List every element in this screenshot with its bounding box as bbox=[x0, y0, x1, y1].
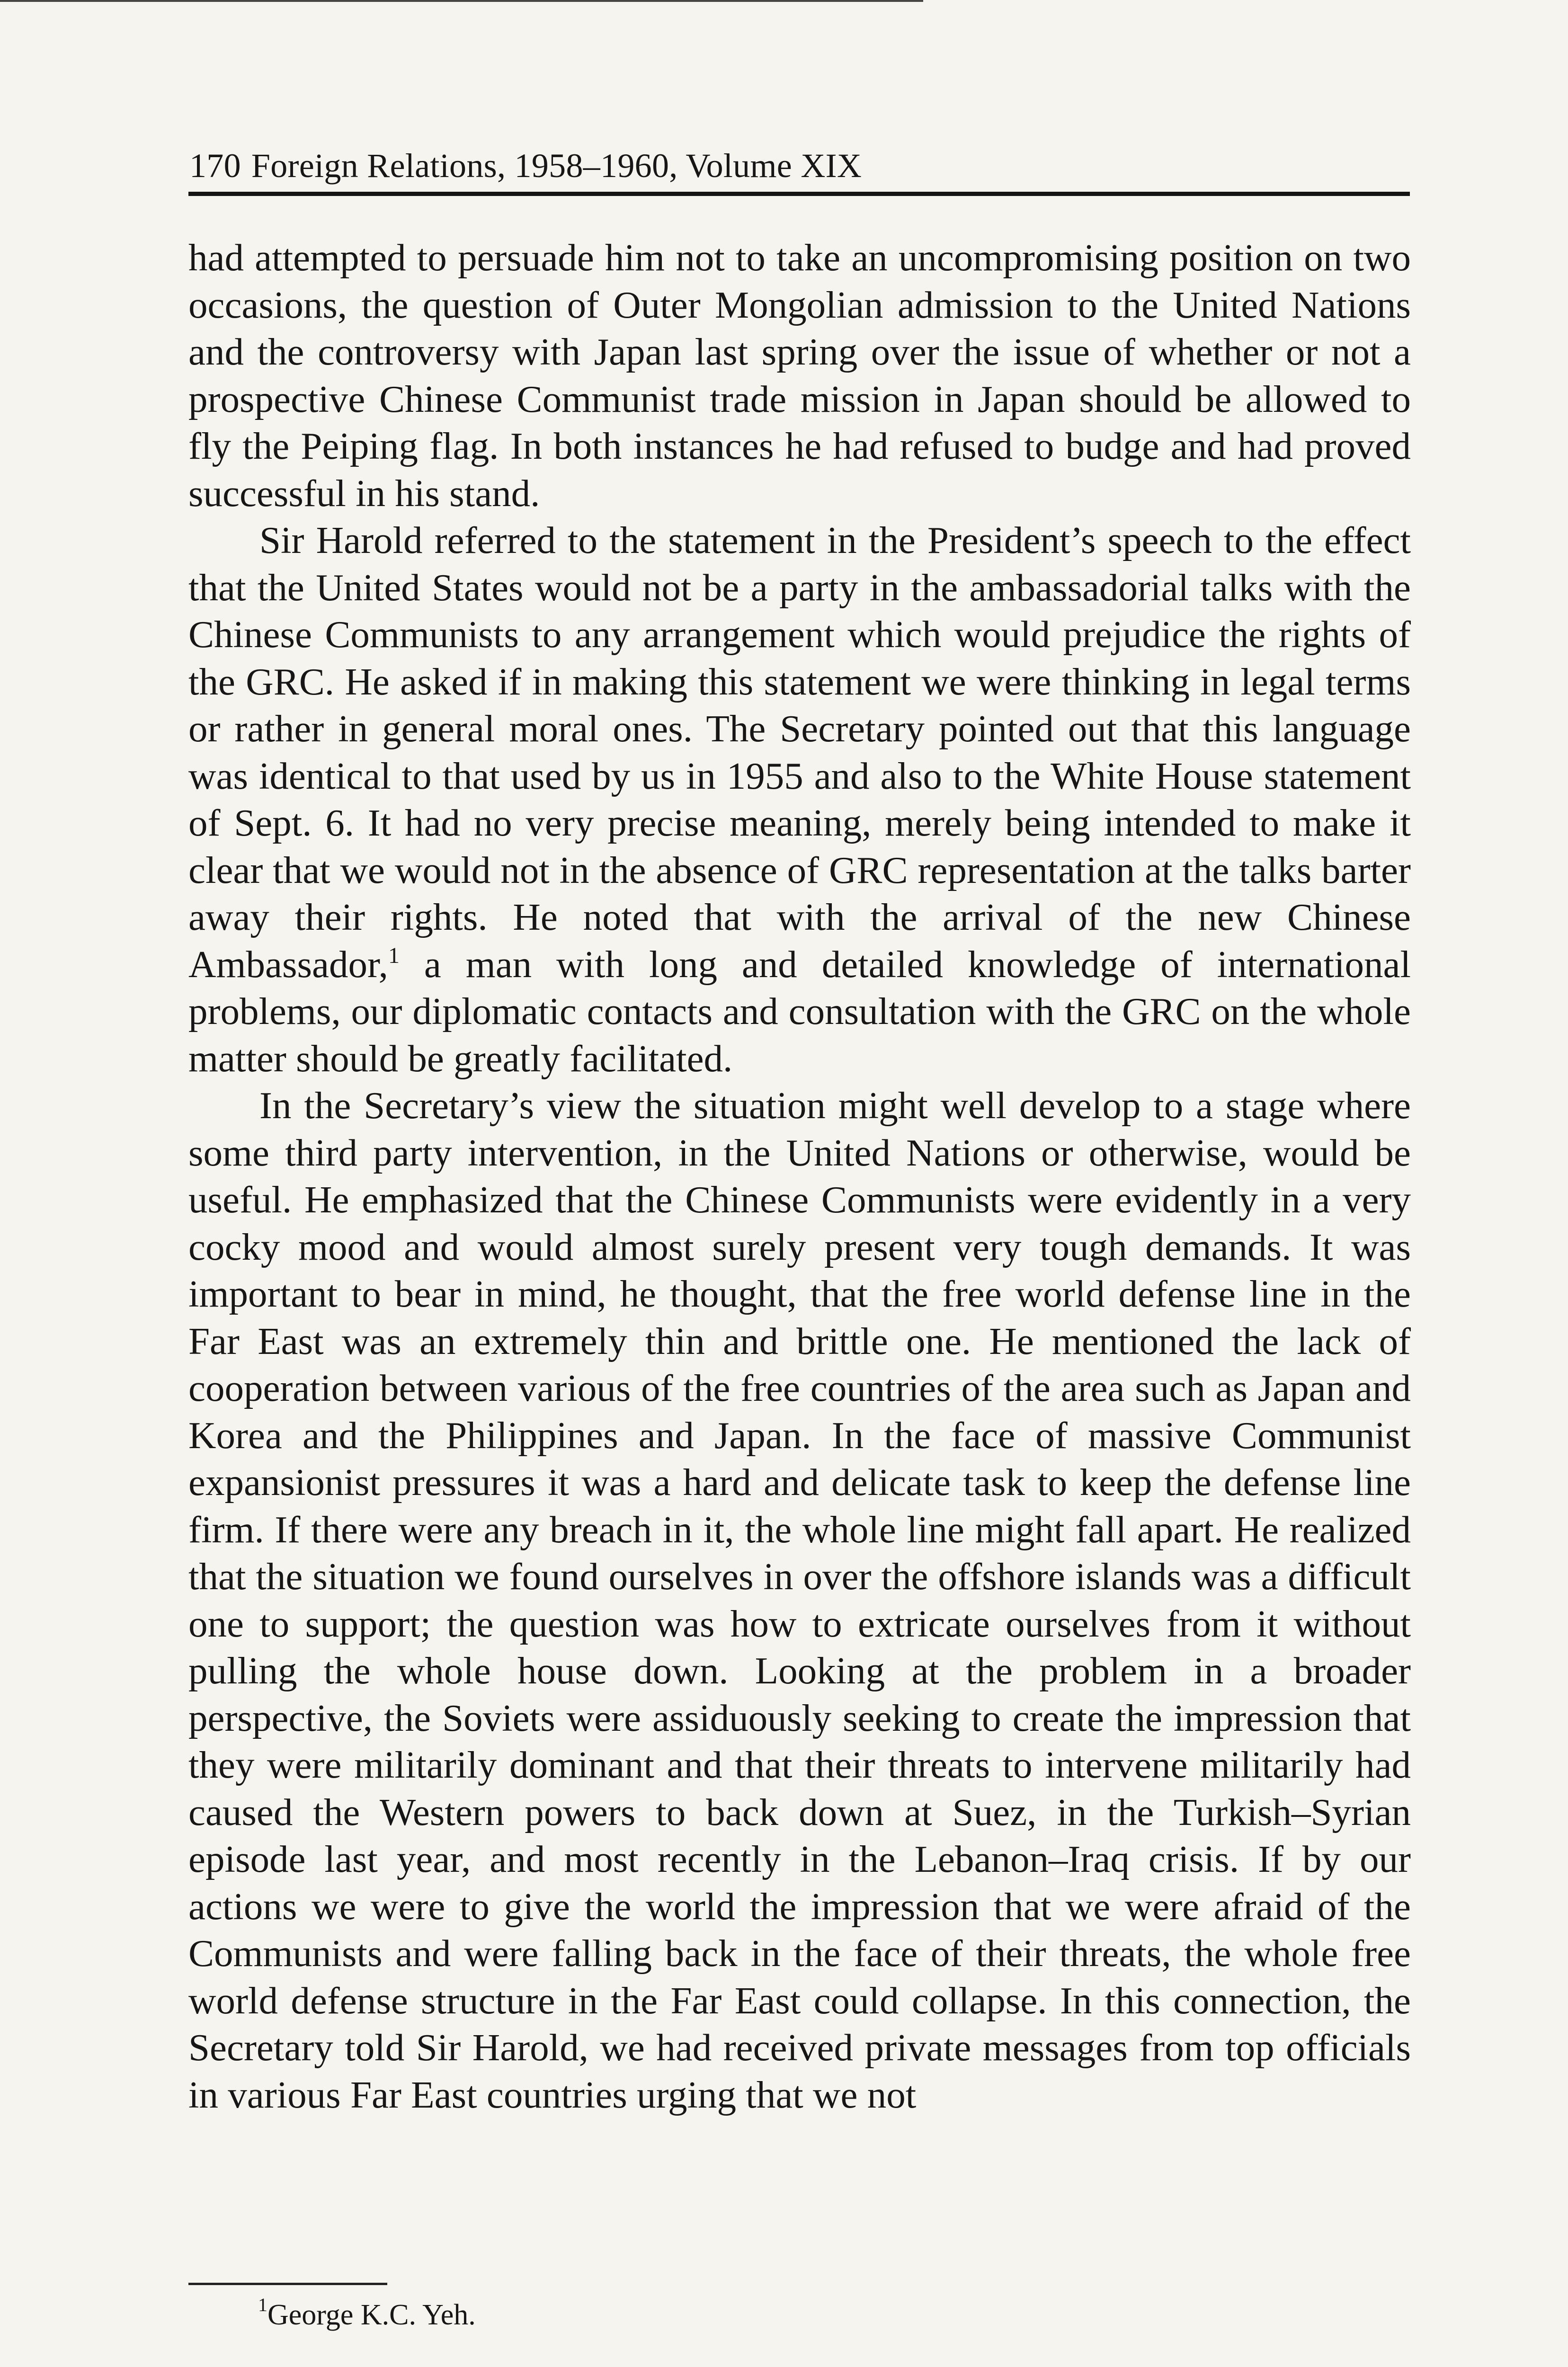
footnote bbox=[258, 2294, 476, 2336]
paragraph-2-part-1: Sir Harold referred to the statement in the President’s speech to the effect that the United States would not be a party in the ambassadorial talks with the Chinese Communists to any arrangement which would prejudice the rights of the GRC. He asked if in making this statement we were thinking in legal terms or rather in general moral ones. The Secretary pointed out that this language was identical to that used by us in 1955 and also to the White House statement of Sept. 6. It had no very precise meaning, merely being intended to make it clear that we would not in the absence of GRC representation at the talks barter away their rights. He noted that with the arrival of the new Chinese Ambassador, bbox=[188, 519, 1411, 986]
footnote-rule bbox=[188, 2283, 387, 2285]
paragraph-2-part-2: a man with long and detailed knowledge of international problems, our diplomatic contacts and consultation with the GRC on the whole matter should be greatly facilitated. bbox=[188, 943, 1411, 1080]
running-header bbox=[189, 142, 862, 189]
paragraph-2 bbox=[188, 517, 1411, 1082]
page-number: 170 bbox=[189, 147, 241, 185]
paragraph-1: had attempted to persuade him not to take an uncompromising position on two occasions, the question of Outer Mongolian admission to the United Nations and the controversy with Japan last spring over the issue of whether or not a prospective Chinese Communist trade mission in Japan should be allowed to fly the Peiping flag. In both instances he had refused to budge and had proved successful in his stand. bbox=[188, 236, 1411, 515]
header-rule bbox=[188, 192, 1410, 196]
running-title: Foreign Relations, 1958–1960, Volume XIX bbox=[251, 147, 862, 185]
scan-edge-rule bbox=[0, 0, 923, 2]
paragraph-3: In the Secretary’s view the situation might well develop to a stage where some third party intervention, in the United Nations or otherwise, would be useful. He emphasized that the Chinese Communists were evidently in a very cocky mood and would almost surely present very tough demands. It was important to bear in mind, he thought, that the free world defense line in the Far East was an extremely thin and brittle one. He mentioned the lack of cooperation between various of the free countries of the area such as Japan and Korea and the Philippines and Japan. In the face of massive Communist expansionist pressures it was a hard and delicate task to keep the defense line firm. If there were any breach in it, the whole line might fall apart. He realized that the situation we found ourselves in over the offshore islands was a difficult one to support; the question was how to extricate ourselves from it without pulling the whole house down. Looking at the problem in a broader perspective, the Soviets were assiduously seeking to create the impression that they were militarily dominant and that their threats to intervene militarily had caused the Western powers to back down at Suez, in the Turkish–Syrian episode last year, and most recently in the Lebanon–Iraq crisis. If by our actions we were to give the world the impression that we were afraid of the Communists and were falling back in the face of their threats, the whole free world defense structure in the Far East could collapse. In this connection, the Secretary told Sir Harold, we had received private messages from top officials in various Far East countries urging that we not bbox=[188, 1084, 1411, 2116]
body-text bbox=[188, 234, 1411, 2118]
footnote-number: 1 bbox=[258, 2294, 267, 2315]
footnote-text: George K.C. Yeh. bbox=[267, 2299, 476, 2331]
footnote-reference[interactable]: 1 bbox=[388, 943, 400, 968]
